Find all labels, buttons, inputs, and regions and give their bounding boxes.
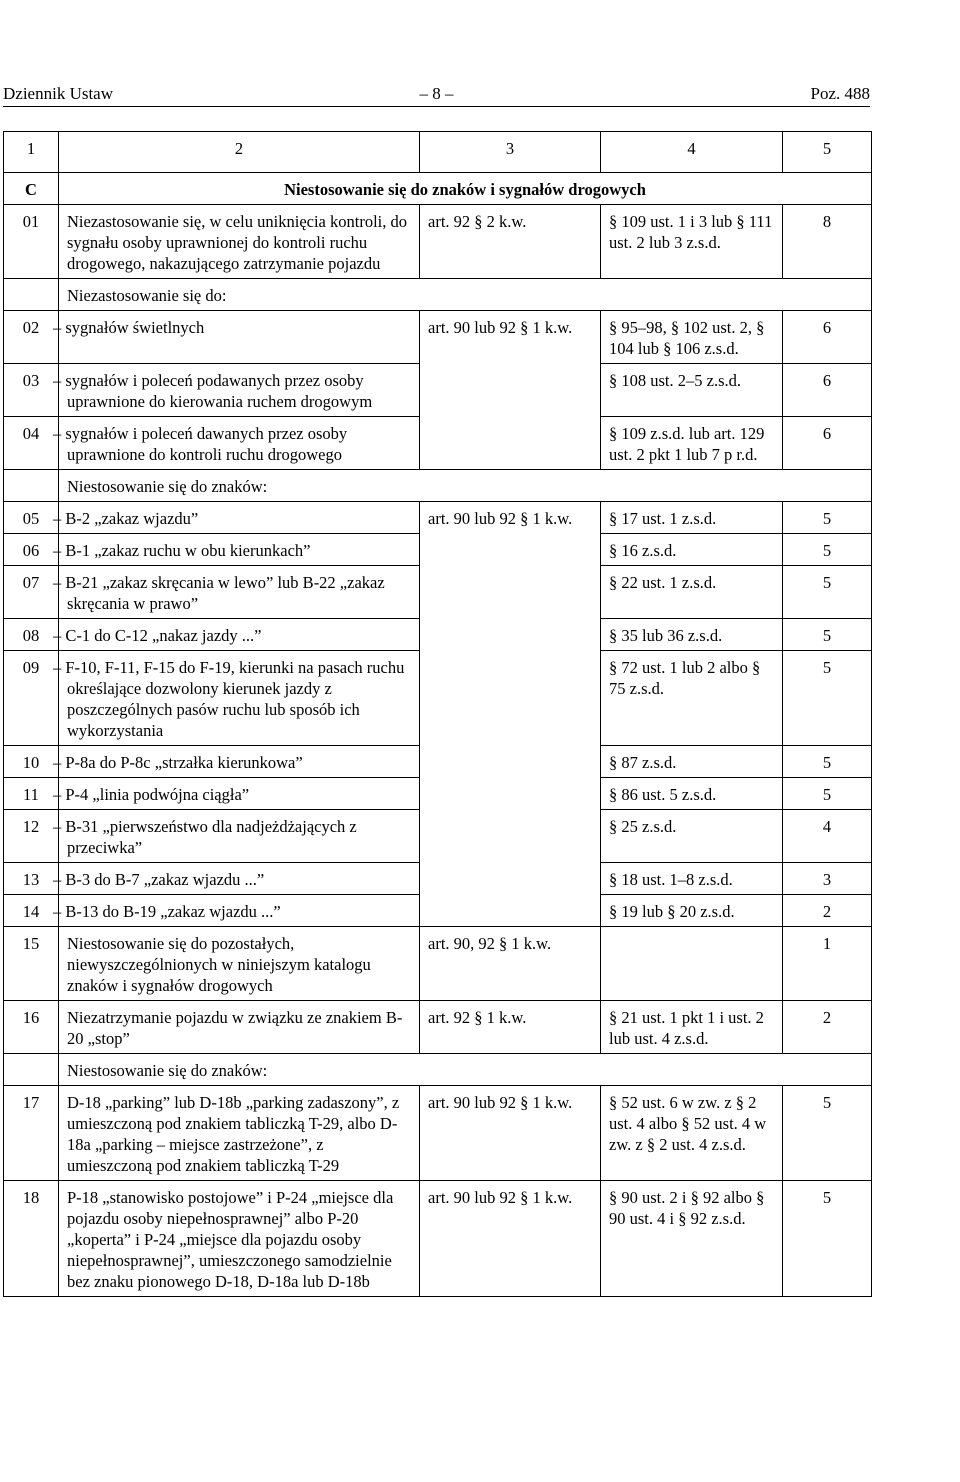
row-number: 01 [4,205,59,279]
row-points: 3 [783,863,872,895]
row-number: 18 [4,1181,59,1297]
row-number: 14 [4,895,59,927]
row-description: – P-4 „linia podwójna ciągła” [59,778,420,810]
row-number: 12 [4,810,59,863]
row-reference: § 16 z.s.d. [601,534,783,566]
col-header-4: 4 [601,132,783,173]
row-description: – sygnałów świetlnych [59,311,420,364]
row-number: 06 [4,534,59,566]
col-header-1: 1 [4,132,59,173]
row-article: art. 90 lub 92 § 1 k.w. [420,1181,601,1297]
row-reference: § 72 ust. 1 lub 2 albo § 75 z.s.d. [601,651,783,746]
col-header-3: 3 [420,132,601,173]
row-number: 16 [4,1001,59,1054]
row-description: – sygnałów i poleceń dawanych przez osoby uprawnione do kontroli ruchu drogowego [59,417,420,470]
row-reference: § 35 lub 36 z.s.d. [601,619,783,651]
row-number: 02 [4,311,59,364]
row-reference: § 108 ust. 2–5 z.s.d. [601,364,783,417]
table-row [4,502,872,534]
row-number: 17 [4,1086,59,1181]
row-points: 5 [783,1086,872,1181]
row-points: 2 [783,895,872,927]
subheading: Niezastosowanie się do: [59,279,872,311]
row-article: art. 90 lub 92 § 1 k.w. [420,1086,601,1181]
row-description: – B-21 „zakaz skręcania w lewo” lub B-22 „zakaz skręcania w prawo” [59,566,420,619]
row-points: 5 [783,778,872,810]
row-reference: § 90 ust. 2 i § 92 albo § 90 ust. 4 i § 92 z.s.d. [601,1181,783,1297]
section-row [4,173,872,205]
col-header-5: 5 [783,132,872,173]
col-header-2: 2 [59,132,420,173]
row-points: 6 [783,417,872,470]
table-row [4,1001,872,1054]
row-description: – P-8a do P-8c „strzałka kierunkowa” [59,746,420,778]
row-article: art. 92 § 2 k.w. [420,205,601,279]
page-header [3,82,870,107]
table-row [4,311,872,364]
row-number: 05 [4,502,59,534]
row-reference: § 22 ust. 1 z.s.d. [601,566,783,619]
subheading-row [4,470,872,502]
row-number: 11 [4,778,59,810]
row-points: 5 [783,534,872,566]
row-points: 6 [783,311,872,364]
row-points: 6 [783,364,872,417]
row-description: – B-3 do B-7 „zakaz wjazdu ...” [59,863,420,895]
row-article: art. 92 § 1 k.w. [420,1001,601,1054]
row-points: 2 [783,1001,872,1054]
row-reference: § 18 ust. 1–8 z.s.d. [601,863,783,895]
row-points: 5 [783,566,872,619]
row-description: P-18 „stanowisko postojowe” i P-24 „miejsce dla pojazdu osoby niepełnosprawnej” albo P-20 „koperta” i P-24 „miejsce dla pojazdu osoby niepełnosprawnej”, umieszczonego samodzielnie bez znaku pionowego D-18, D-18a lub D-18b [59,1181,420,1297]
penalty-table [3,131,872,1297]
row-article: art. 90 lub 92 § 1 k.w. [420,311,601,470]
subheading: Niestosowanie się do znaków: [59,1054,872,1086]
row-reference: § 19 lub § 20 z.s.d. [601,895,783,927]
journal-name: Dziennik Ustaw [3,84,114,103]
subheading-row [4,1054,872,1086]
row-points: 5 [783,1181,872,1297]
row-description: – B-1 „zakaz ruchu w obu kierunkach” [59,534,420,566]
row-article: art. 90, 92 § 1 k.w. [420,927,601,1001]
row-number: 03 [4,364,59,417]
row-points: 5 [783,651,872,746]
row-points: 5 [783,502,872,534]
row-number: 07 [4,566,59,619]
row-description: D-18 „parking” lub D-18b „parking zadaszony”, z umieszczoną pod znakiem tabliczką T-29, albo D-18a „parking – miejsce zastrzeżone”, z umieszczoną pod znakiem tabliczką T-29 [59,1086,420,1181]
row-description: – B-2 „zakaz wjazdu” [59,502,420,534]
row-reference [601,927,783,1001]
row-reference: § 25 z.s.d. [601,810,783,863]
row-points: 1 [783,927,872,1001]
row-number: 08 [4,619,59,651]
row-number: 04 [4,417,59,470]
row-description: – B-13 do B-19 „zakaz wjazdu ...” [59,895,420,927]
row-points: 5 [783,619,872,651]
subheading-row [4,279,872,311]
row-description: – F-10, F-11, F-15 do F-19, kierunki na pasach ruchu określające dozwolony kierunek jazdy z poszczególnych pasów ruchu lub sposób ich wykorzystania [59,651,420,746]
row-reference: § 109 z.s.d. lub art. 129 ust. 2 pkt 1 lub 7 p r.d. [601,417,783,470]
section-code: C [4,173,59,205]
row-number: 15 [4,927,59,1001]
row-description: – C-1 do C-12 „nakaz jazdy ...” [59,619,420,651]
row-description: – B-31 „pierwszeństwo dla nadjeżdżających z przeciwka” [59,810,420,863]
row-points: 5 [783,746,872,778]
row-description: Niezastosowanie się, w celu uniknięcia kontroli, do sygnału osoby uprawnionej do kontroli ruchu drogowego, nakazującego zatrzymanie pojazdu [59,205,420,279]
section-title: Niestosowanie się do znaków i sygnałów drogowych [59,173,872,205]
page-number: – 8 – [419,84,454,103]
table-row [4,205,872,279]
row-reference: § 87 z.s.d. [601,746,783,778]
row-reference: § 52 ust. 6 w zw. z § 2 ust. 4 albo § 52 ust. 4 w zw. z § 2 ust. 4 z.s.d. [601,1086,783,1181]
row-points: 4 [783,810,872,863]
row-description: – sygnałów i poleceń podawanych przez osoby uprawnione do kierowania ruchem drogowym [59,364,420,417]
row-reference: § 17 ust. 1 z.s.d. [601,502,783,534]
table-row [4,1086,872,1181]
row-description: Niestosowanie się do pozostałych, niewyszczególnionych w niniejszym katalogu znaków i sygnałów drogowych [59,927,420,1001]
table-row [4,927,872,1001]
row-points: 8 [783,205,872,279]
table-row [4,1181,872,1297]
row-article: art. 90 lub 92 § 1 k.w. [420,502,601,927]
row-description: Niezatrzymanie pojazdu w związku ze znakiem B-20 „stop” [59,1001,420,1054]
subheading: Niestosowanie się do znaków: [59,470,872,502]
row-number: 09 [4,651,59,746]
row-number: 10 [4,746,59,778]
row-number: 13 [4,863,59,895]
row-reference: § 109 ust. 1 i 3 lub § 111 ust. 2 lub 3 z.s.d. [601,205,783,279]
position-number: Poz. 488 [810,84,870,103]
row-reference: § 21 ust. 1 pkt 1 i ust. 2 lub ust. 4 z.s.d. [601,1001,783,1054]
row-reference: § 95–98, § 102 ust. 2, § 104 lub § 106 z.s.d. [601,311,783,364]
column-header-row [4,132,872,173]
row-reference: § 86 ust. 5 z.s.d. [601,778,783,810]
